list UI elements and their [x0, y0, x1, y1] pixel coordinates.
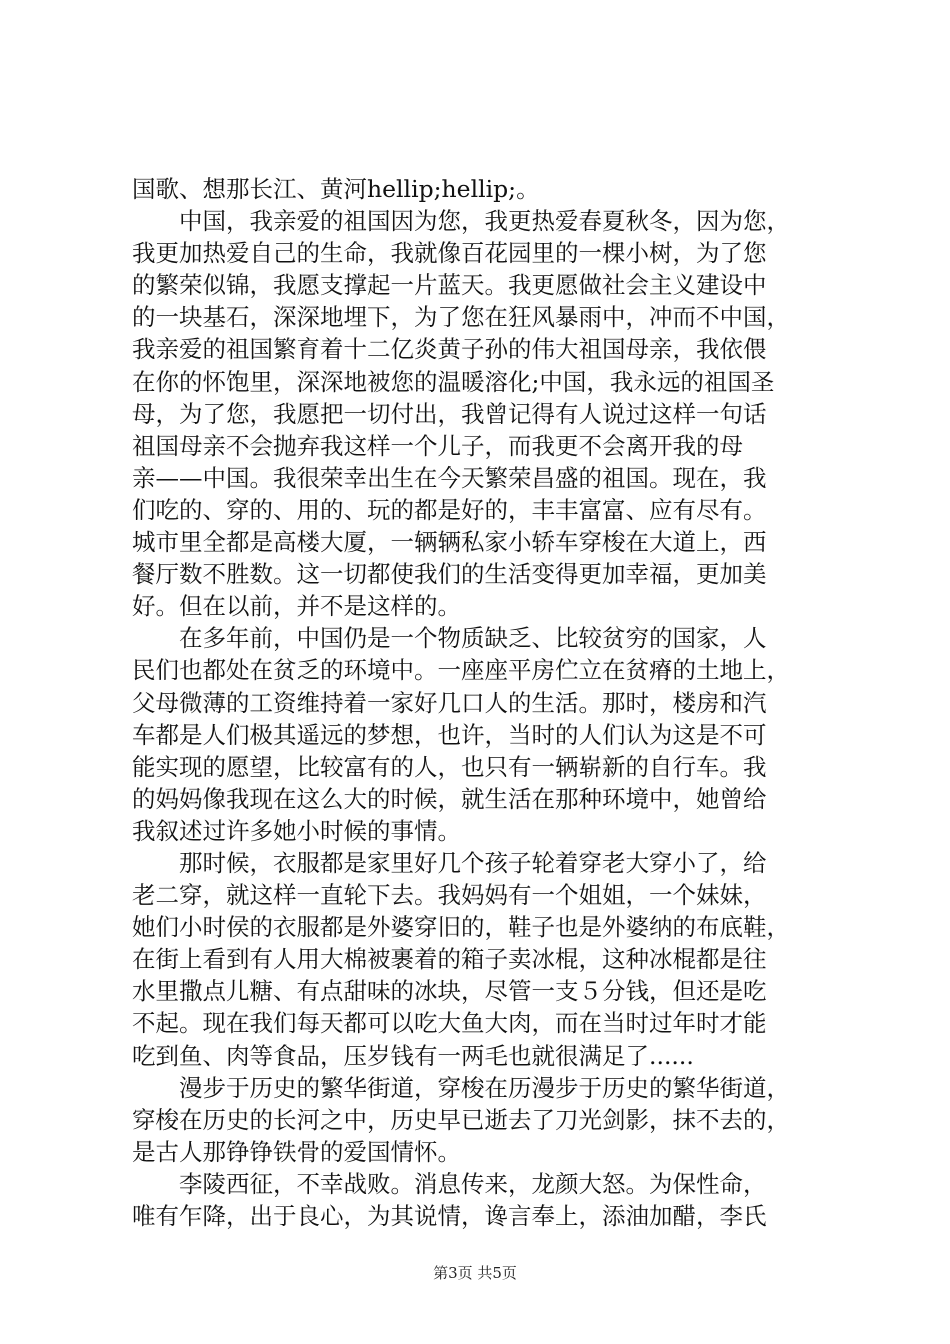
page-footer: 第3页 共5页 — [433, 1264, 517, 1282]
text-line: 漫步于历史的繁华街道，穿梭在历漫步于历史的繁华街道， — [179, 1073, 790, 1102]
text-line: 我叙述过许多她小时候的事情。 — [132, 816, 461, 845]
text-line: 她们小时侯的衣服都是外婆穿旧的，鞋子也是外婆纳的布底鞋， — [132, 913, 790, 942]
text-line: 唯有乍降，出于良心，为其说情，谗言奉上，添油加醋，李氏 — [132, 1202, 767, 1230]
text-line: 好。但在以前，并不是这样的。 — [132, 592, 461, 621]
text-line: 祖国母亲不会抛弃我这样一个儿子，而我更不会离开我的母 — [132, 431, 743, 460]
text-line: 餐厅数不胜数。这一切都使我们的生活变得更加幸福，更加美 — [132, 560, 767, 589]
text-line: 母，为了您，我愿把一切付出，我曾记得有人说过这样一句话 — [132, 399, 767, 428]
text-line: 我更加热爱自己的生命，我就像百花园里的一棵小树，为了您 — [132, 239, 767, 268]
text-line: 老二穿，就这样一直轮下去。我妈妈有一个姐姐，一个妹妹， — [132, 881, 767, 910]
document-body — [132, 173, 832, 1232]
text-line: 国歌、想那长江、黄河hellip;hellip;。 — [132, 175, 540, 203]
text-line: 父母微薄的工资维持着一家好几口人的生活。那时，楼房和汽 — [132, 688, 767, 717]
text-line: 中国，我亲爱的祖国因为您，我更热爱春夏秋冬，因为您， — [179, 207, 790, 236]
text-line: 能实现的愿望，比较富有的人，也只有一辆崭新的自行车。我 — [132, 752, 767, 781]
text-line: 穿梭在历史的长河之中，历史早已逝去了刀光剑影，抹不去的， — [132, 1105, 790, 1134]
text-line: 在你的怀饱里，深深地被您的温暖溶化;中国，我永远的祖国圣 — [132, 367, 775, 396]
text-line: 我亲爱的祖国繁育着十二亿炎黄子孙的伟大祖国母亲，我依偎 — [132, 335, 767, 364]
text-line: 们吃的、穿的、用的、玩的都是好的，丰丰富富、应有尽有。 — [132, 495, 767, 524]
text-line: 那时候，衣服都是家里好几个孩子轮着穿老大穿小了，给 — [179, 848, 767, 877]
text-line: 的繁荣似锦，我愿支撑起一片蓝天。我更愿做社会主义建设中 — [132, 271, 767, 300]
text-line: 在多年前，中国仍是一个物质缺乏、比较贫穷的国家，人 — [179, 624, 767, 653]
text-line: 水里撒点儿糖、有点甜味的冰块，尽管一支５分钱，但还是吃 — [132, 977, 767, 1006]
text-line: 亲——中国。我很荣幸出生在今天繁荣昌盛的祖国。现在，我 — [132, 463, 767, 492]
text-line: 车都是人们极其遥远的梦想，也许，当时的人们认为这是不可 — [132, 720, 767, 749]
text-line: 的一块基石，深深地埋下，为了您在狂风暴雨中，冲而不中国， — [132, 303, 790, 332]
text-line: 在街上看到有人用大棉被裹着的箱子卖冰棍，这种冰棍都是往 — [132, 945, 767, 974]
text-line: 不起。现在我们每天都可以吃大鱼大肉，而在当时过年时才能 — [132, 1009, 767, 1038]
text-line: 民们也都处在贫乏的环境中。一座座平房伫立在贫瘠的土地上， — [132, 656, 790, 685]
text-line: 的妈妈像我现在这么大的时候，就生活在那种环境中，她曾给 — [132, 784, 767, 813]
text-line: 城市里全都是高楼大厦，一辆辆私家小轿车穿梭在大道上，西 — [132, 528, 767, 557]
text-line: 李陵西征，不幸战败。消息传来，龙颜大怒。为保性命， — [179, 1169, 767, 1198]
text-line: 吃到鱼、肉等食品，压岁钱有一两毛也就很满足了...... — [132, 1041, 694, 1070]
text-line: 是古人那铮铮铁骨的爱国情怀。 — [132, 1137, 461, 1166]
